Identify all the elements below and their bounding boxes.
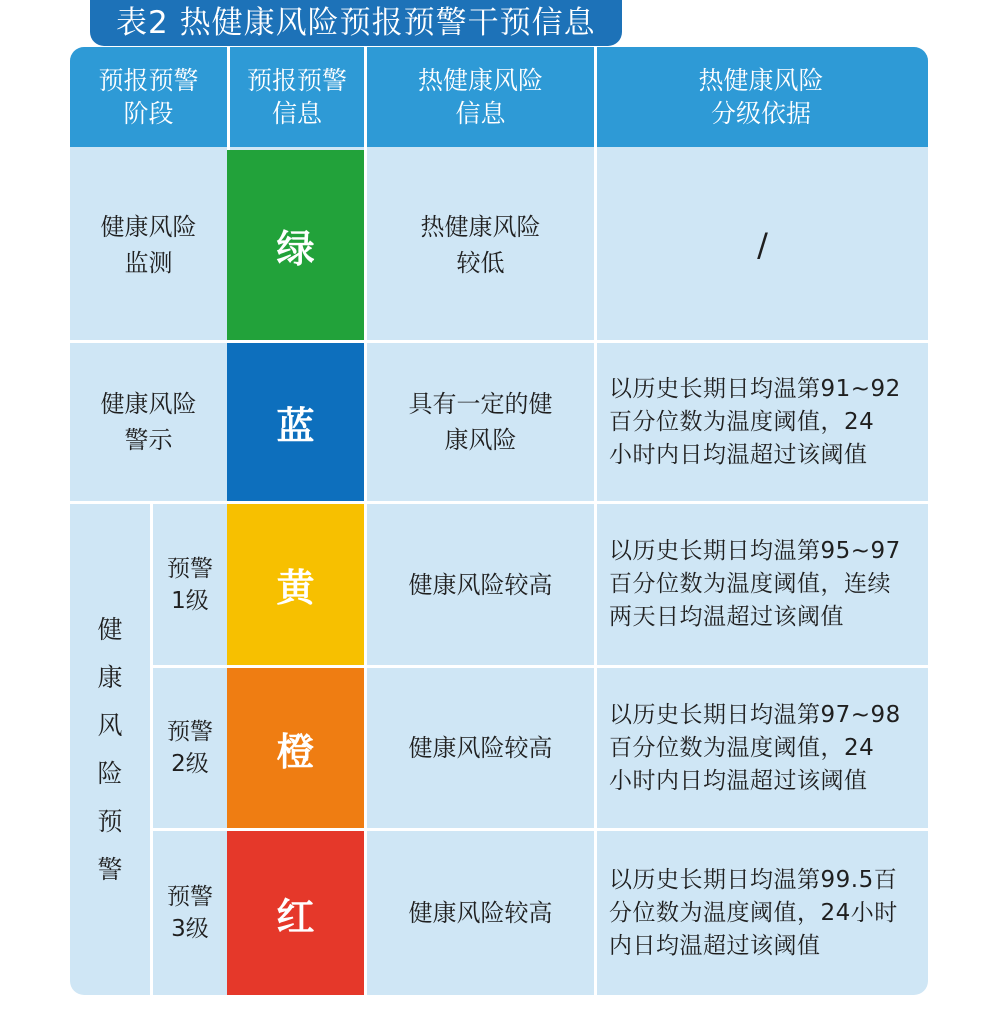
color-level-green: 绿 [227, 150, 364, 340]
header-info: 预报预警 信息 [246, 66, 347, 128]
color-level-yellow: 黄 [227, 504, 364, 665]
table-title: 表2 热健康风险预报预警干预信息 [90, 0, 622, 46]
risk-cell: 健康风险较高 [408, 734, 553, 762]
basis-cell: 以历史长期日均温第95~97 百分位数为温度阈值，连续 两天日均温超过该阈值 [609, 538, 901, 630]
header-stage: 预报预警 阶段 [98, 66, 199, 128]
risk-cell: 健康风险较高 [408, 570, 553, 599]
warning-table [70, 47, 928, 995]
color-level-blue: 蓝 [227, 343, 364, 501]
table-header [70, 47, 928, 147]
header-basis: 热健康风险 分级依据 [698, 66, 824, 128]
stage-cell: 健康风险 警示 [100, 390, 197, 454]
warning-group-label: 健 康 风 险 预 警 [97, 614, 123, 884]
basis-cell: 以历史长期日均温第99.5百 分位数为温度阈值，24小时 内日均温超过该阈值 [609, 866, 898, 959]
basis-cell: 以历史长期日均温第91~92 百分位数为温度阈值，24 小时内日均温超过该阈值 [609, 375, 901, 468]
color-level-orange: 橙 [227, 668, 364, 828]
color-level-red: 红 [227, 831, 364, 995]
level-cell: 预警 2级 [167, 719, 213, 777]
stage-cell: 健康风险 监测 [100, 213, 197, 277]
risk-cell: 具有一定的健 康风险 [408, 390, 553, 454]
level-cell: 预警 1级 [167, 555, 213, 614]
risk-cell: 热健康风险 较低 [420, 213, 541, 277]
risk-cell: 健康风险较高 [408, 899, 553, 927]
header-risk: 热健康风险 信息 [417, 66, 543, 128]
basis-cell: / [757, 226, 768, 264]
level-cell: 预警 3级 [167, 884, 213, 942]
basis-cell: 以历史长期日均温第97~98 百分位数为温度阈值，24 小时内日均温超过该阈值 [609, 701, 901, 794]
